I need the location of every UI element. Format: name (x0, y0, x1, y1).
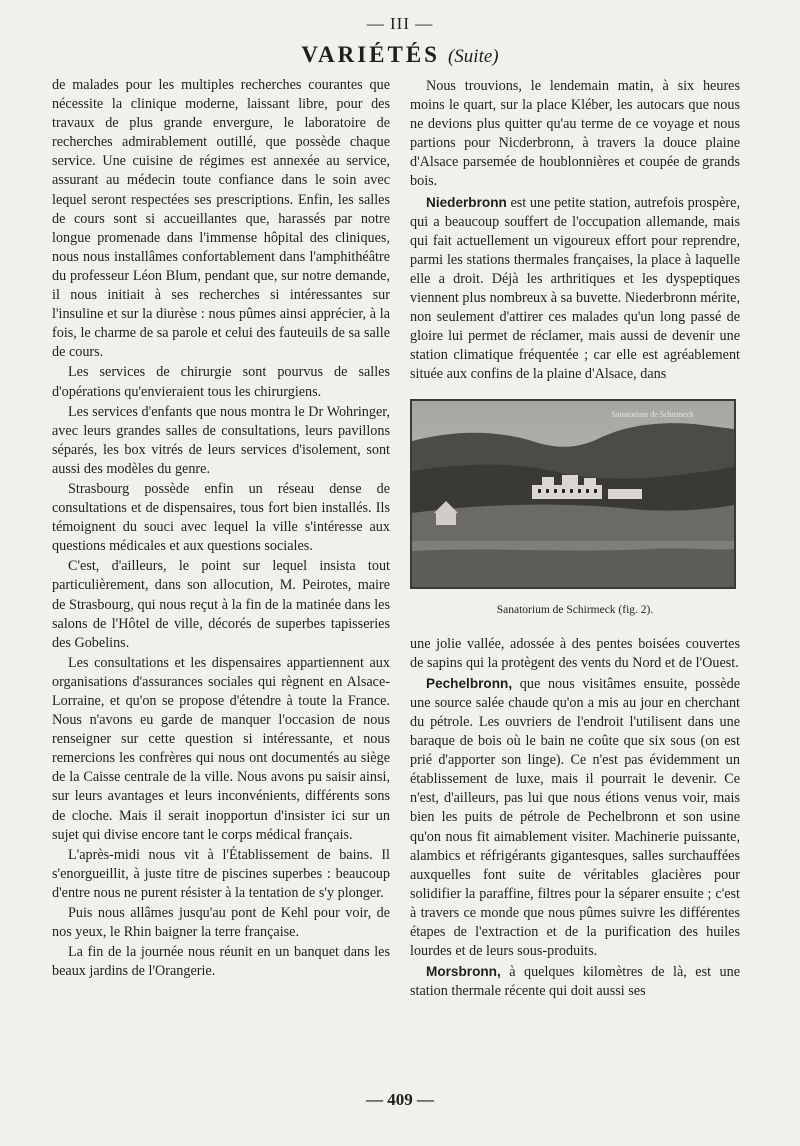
paragraph: Puis nous allâmes jusqu'au pont de Kehl pour voir, de nos yeux, le Rhin baigner la terre française. (52, 905, 390, 941)
paragraph: L'après-midi nous vit à l'Établissement de bains. Il s'enorgueillit, à juste titre de piscines superbes : beaucoup d'entre nous ne purent résister à la tentation de s'y plonger. (52, 846, 390, 901)
section-title-suffix: (Suite) (447, 46, 499, 67)
figure-photo (410, 399, 736, 589)
photo-inner-label: Sanatorium de Schirmeck (611, 409, 694, 419)
paragraph-text: une jolie vallée, adossée à des pentes boisées couvertes de sapins qui la protègent des vents du Nord et de l'Ouest. (410, 635, 740, 671)
paragraph (410, 962, 740, 1001)
paragraph-keyword: Morsbronn, (426, 964, 501, 980)
section-title (0, 42, 800, 68)
paragraph-text: à quelques kilomètres de là, est une station thermale récente qui doit aussi ses (410, 964, 740, 1000)
paragraph (410, 634, 740, 673)
paragraph-text: est une petite station, autrefois prospère, qui a beaucoup souffert de l'occupation allemande, mais qui fait actuellement un vigoureux effort pour reprendre, parmi les stations thermales françaises, la place à laquelle elle a droit. Déjà les arthritiques et les dyspeptiques viennent plus nombreux à sa buvette. Niederbronn mérite, non seulement d'attirer ces malades qu'un long passé de gloire lui permet de réclamer, mais aussi de devenir une station climatique fréquentée ; car elle est agréablement située aux confins de la plaine d'Alsace, dans (410, 194, 740, 383)
paragraph (410, 193, 740, 385)
paragraph: Les consultations et les dispensaires appartiennent aux organisations d'assurances sociales qui règnent en Alsace-Lorraine, et qu'on se propose d'étendre à toute la France. Nous n'avons eu garde de manquer l'occasion de nous renseigner sur cette question si intéressante, et nous remercions les confrères qui nous ont documentés au siège de la Caisse centrale de la ville. Nous avons pu saisir ainsi, sur leurs avantages et leurs inconvénients, différents sons de cloche. Mais il serait inopportun d'insister ici sur un sujet qui divise encore tant le corps médical français. (52, 654, 390, 843)
paragraph: Les services d'enfants que nous montra le Dr Wohringer, avec leurs grandes salles de consultations, leurs pavillons séparés, les box vitrés de leurs services d'isolement, sont aussi des modèles du genre. (52, 403, 390, 477)
page-number: — 409 — (366, 1090, 434, 1109)
paragraph-text: Nous trouvions, le lendemain matin, à six heures moins le quart, sur la place Kléber, les autocars que nous ne devions plus quitter qu'au terme de ce voyage et nous partions pour Nicderbronn, à travers la douce plaine d'Alsace parsemée de houblonnières et coupée de grands bois. (410, 78, 740, 190)
paragraph: Strasbourg possède enfin un réseau dense de consultations et de dispensaires, tous fort bien installés. Ils témoignent du souci avec lequel la ville s'intéresse aux questions médicales et aux questions sociales. (52, 480, 390, 555)
figure-caption: Sanatorium de Schirmeck (fig. 2). (496, 603, 654, 616)
paragraph: C'est, d'ailleurs, le point sur lequel insista tout particulièrement, dans son allocution, M. Peirotes, maire de Strasbourg, qui nous reçut à la fin de la matinée dans les salons de l'Hôtel de ville, décorés de superbes tapisseries des Gobelins. (52, 558, 390, 651)
left-column (52, 76, 390, 981)
paragraph-text: que nous visitâmes ensuite, possède une source salée chaude qu'on a mis au jour en cherchant du pétrole. Les ouvriers de l'endroit l'utilisent dans une baraque de bois où le bain ne coûte que six sous (on est prié d'apporter son linge). Ce n'est pas évidemment un établissement de luxe, mais il pourrait le devenir. Ce n'est, d'ailleurs, pas lui que nous étions venus voir, mais bien les puits de pétrole de Pechelbronn et son usine qu'on nous fit aimablement visiter. Machinerie puissante, alambics et réfrigérants gigantesques, salles surchauffées auxquelles font suite de véritables glacières pour solidifier la paraffine, filtres pour la séparer ensuite ; c'est à travers ce monde que nous pûmes suivre les différentes étapes de l'extraction et de la purification des huiles lourdes et de leurs sous-produits. (410, 675, 740, 960)
paragraph: Les services de chirurgie sont pourvus de salles d'opérations qu'envieraient tous les chirurgiens. (52, 364, 390, 400)
running-head: — III — (366, 14, 434, 33)
paragraph: La fin de la journée nous réunit en un banquet dans les beaux jardins de l'Orangerie. (52, 944, 390, 980)
figure (410, 399, 740, 620)
right-column (410, 76, 740, 1001)
paragraph-keyword: Pechelbronn, (426, 675, 513, 691)
paragraph (410, 76, 740, 192)
sanatorium-photo (412, 401, 734, 587)
paragraph-keyword: Niederbronn (426, 194, 507, 210)
paragraph (410, 674, 740, 961)
paragraph: de malades pour les multiples recherches courantes que nécessite la clinique moderne, laissant libre, pour des travaux de plus grande envergure, le laboratoire de recherches admirablement outillé, que possède chaque service. Une cuisine de régimes est annexée au service, assurant au médecin toute confiance dans le soin avec lequel seront respectées ses prescriptions. Enfin, les salles de cours sont si accueillantes que, harassés par notre longue promenade dans l'immense hôpital des cliniques, nous nous installâmes confortablement dans l'amphithéâtre du professeur Léon Blum, pendant que, sur notre demande, il nous initiait à ses recherches si intéressantes sur l'insuline et sur la diurèse : nous pûmes ainsi apprécier, à la fois, le charme de sa parole et celui des fauteuils de sa salle de cours. (52, 77, 390, 361)
section-title-main: VARIÉTÉS (301, 42, 440, 67)
